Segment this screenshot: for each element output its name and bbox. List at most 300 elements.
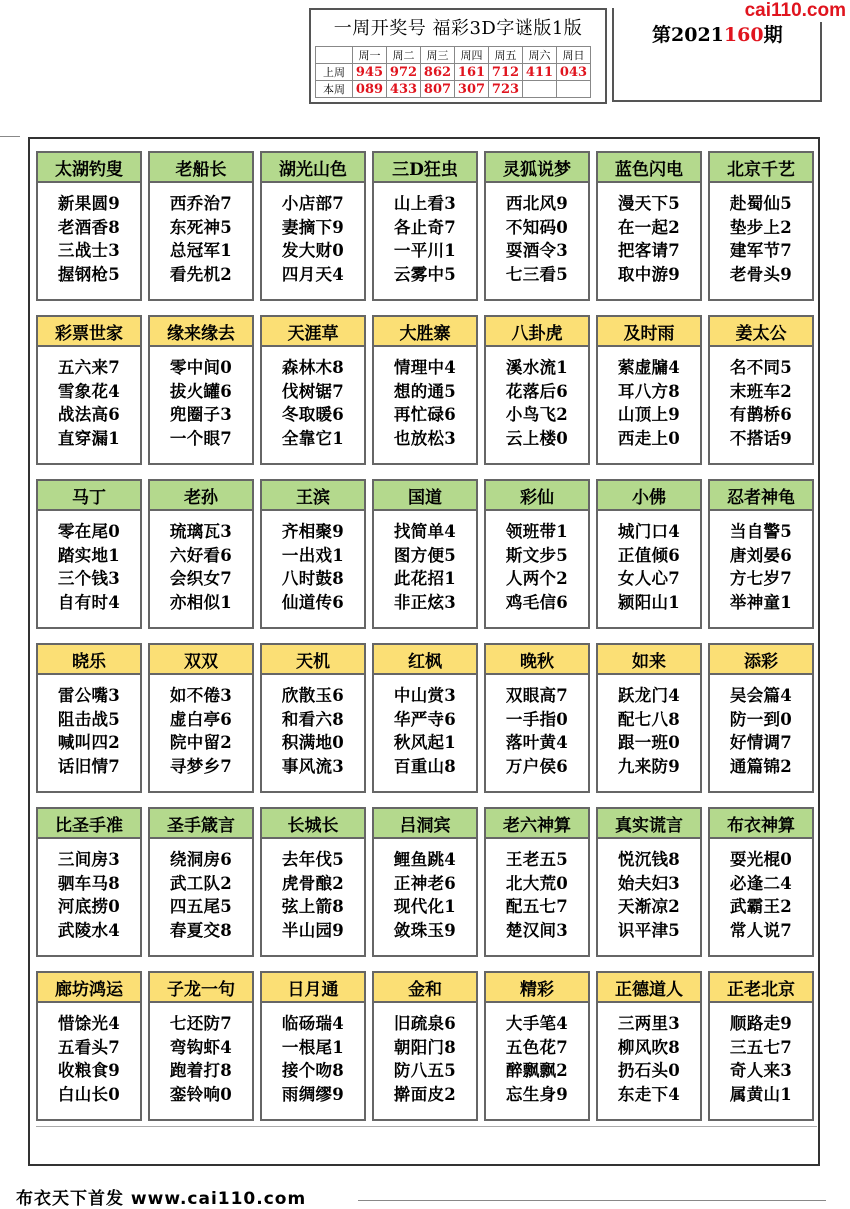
puzzle-author: 晚秋 (486, 645, 588, 675)
day-label: 周五 (489, 47, 523, 64)
puzzle-line: 雪象花4 (57, 381, 121, 401)
puzzle-line: 取中游9 (617, 264, 681, 284)
puzzle-author: 八卦虎 (486, 317, 588, 347)
puzzle-cell (596, 315, 702, 465)
puzzle-cell (596, 479, 702, 629)
puzzle-author: 马丁 (38, 481, 140, 511)
puzzle-line: 虎骨酿2 (281, 873, 345, 893)
day-label: 周二 (387, 47, 421, 64)
puzzle-line: 仙道传6 (281, 592, 345, 612)
puzzle-line: 再忙碌6 (393, 405, 457, 424)
puzzle-line: 万户侯6 (505, 756, 569, 776)
puzzle-author: 灵狐说梦 (486, 153, 588, 183)
puzzle-author: 布衣神算 (710, 809, 812, 839)
puzzle-line: 天渐凉2 (617, 897, 681, 916)
puzzle-lines (598, 675, 700, 778)
draw-number: 807 (421, 81, 455, 98)
puzzle-line: 漫天下5 (617, 194, 681, 213)
puzzle-lines (710, 1003, 812, 1106)
puzzle-line: 山上看3 (393, 194, 457, 213)
puzzle-cell (484, 479, 590, 629)
puzzle-author: 缘来缘去 (150, 317, 252, 347)
puzzle-line: 当自警5 (729, 522, 793, 541)
puzzle-line: 欣散玉6 (281, 686, 345, 705)
puzzle-line: 正神老6 (393, 873, 457, 893)
puzzle-line: 耍酒令3 (505, 241, 569, 260)
puzzle-line: 王老五5 (505, 850, 569, 869)
puzzle-lines (38, 1003, 140, 1106)
issue-prefix: 第2021 (652, 24, 724, 46)
puzzle-cell (148, 479, 254, 629)
puzzle-line: 四五尾5 (169, 897, 233, 916)
puzzle-lines (598, 347, 700, 450)
puzzle-line: 西北风9 (505, 194, 569, 213)
puzzle-line: 惜馀光4 (57, 1014, 121, 1033)
puzzle-author: 天机 (262, 645, 364, 675)
puzzle-line: 六好看6 (169, 545, 233, 565)
puzzle-line: 顺路走9 (729, 1014, 793, 1033)
puzzle-line: 武陵水4 (57, 920, 121, 940)
day-label: 周日 (557, 47, 591, 64)
puzzle-cell (708, 315, 814, 465)
puzzle-line: 琉璃瓦3 (169, 522, 233, 541)
puzzle-cell (260, 479, 366, 629)
puzzle-line: 五看头7 (57, 1037, 121, 1057)
puzzle-line: 跃龙门4 (617, 686, 681, 705)
puzzle-cell (596, 971, 702, 1121)
puzzle-cell (148, 643, 254, 793)
weekly-draw-table (315, 46, 591, 98)
puzzle-line: 驷车马8 (57, 873, 121, 893)
puzzle-cell (708, 479, 814, 629)
last-week-row (316, 64, 591, 81)
puzzle-line: 小鸟飞2 (505, 405, 569, 424)
puzzle-line: 三五七7 (729, 1037, 793, 1057)
puzzle-line: 七三看5 (505, 264, 569, 284)
puzzle-line: 七还防7 (169, 1014, 233, 1033)
puzzle-line: 唐刘晏6 (729, 545, 793, 565)
puzzle-line: 会织女7 (169, 569, 233, 588)
weekly-draw-box (309, 8, 607, 104)
puzzle-lines (262, 347, 364, 450)
empty-bottom-strip (36, 1126, 817, 1157)
puzzle-line: 也放松3 (393, 428, 457, 448)
puzzle-line: 大手笔4 (505, 1014, 569, 1033)
puzzle-author: 老船长 (150, 153, 252, 183)
puzzle-lines (150, 347, 252, 450)
puzzle-line: 配五七7 (505, 897, 569, 916)
divider (0, 136, 20, 137)
puzzle-cell (372, 479, 478, 629)
puzzle-lines (710, 839, 812, 942)
weekly-draw-title: 一周开奖号 福彩3D字谜版1版 (333, 18, 583, 39)
puzzle-author: 比圣手准 (38, 809, 140, 839)
puzzle-lines (150, 183, 252, 286)
puzzle-line: 山顶上9 (617, 405, 681, 424)
puzzle-author: 吕洞宾 (374, 809, 476, 839)
puzzle-line: 防一到0 (729, 709, 793, 729)
puzzle-lines (262, 1003, 364, 1106)
puzzle-author: 姜太公 (710, 317, 812, 347)
puzzle-author: 精彩 (486, 973, 588, 1003)
puzzle-line: 扔石头0 (617, 1061, 681, 1080)
puzzle-lines (598, 1003, 700, 1106)
puzzle-line: 鸡毛信6 (505, 592, 569, 612)
puzzle-line: 不知码0 (505, 217, 569, 237)
puzzle-author: 子龙一句 (150, 973, 252, 1003)
puzzle-line: 战法高6 (57, 405, 121, 424)
puzzle-line: 河底捞0 (57, 897, 121, 916)
puzzle-cell (36, 151, 142, 301)
puzzle-line: 兜圈子3 (169, 405, 233, 424)
puzzle-line: 半山园9 (281, 920, 345, 940)
puzzle-cell (36, 315, 142, 465)
puzzle-line: 院中留2 (169, 733, 233, 752)
puzzle-lines (150, 675, 252, 778)
puzzle-lines (710, 511, 812, 614)
puzzle-line: 喊叫四2 (57, 733, 121, 752)
puzzle-line: 踏实地1 (57, 545, 121, 565)
puzzle-cell (148, 315, 254, 465)
puzzle-line: 领班带1 (505, 522, 569, 541)
puzzle-line: 春夏交8 (169, 920, 233, 940)
puzzle-lines (262, 183, 364, 286)
puzzle-line: 亦相似1 (169, 592, 233, 612)
puzzle-line: 零中间0 (169, 358, 233, 377)
puzzle-line: 三两里3 (617, 1014, 681, 1033)
puzzle-cell (708, 807, 814, 957)
puzzle-line: 防八五5 (393, 1061, 457, 1080)
puzzle-author: 正德道人 (598, 973, 700, 1003)
puzzle-lines (374, 183, 476, 286)
puzzle-line: 识平津5 (617, 920, 681, 940)
puzzle-lines (150, 839, 252, 942)
puzzle-line: 鲤鱼跳4 (393, 850, 457, 869)
issue-number: 160 (723, 24, 764, 46)
puzzle-line: 西乔治7 (169, 194, 233, 213)
puzzle-lines (486, 511, 588, 614)
puzzle-line: 三战士3 (57, 241, 121, 260)
issue-label (652, 20, 783, 47)
issue-box (612, 8, 822, 102)
site-logo: cai110.com (730, 0, 850, 22)
puzzle-line: 配七八8 (617, 709, 681, 729)
puzzle-author: 金和 (374, 973, 476, 1003)
puzzle-cell (484, 643, 590, 793)
puzzle-lines (486, 183, 588, 286)
puzzle-line: 好情调7 (729, 733, 793, 752)
puzzle-line: 敛珠玉9 (393, 920, 457, 940)
puzzle-lines (262, 511, 364, 614)
puzzle-author: 三D狂虫 (374, 153, 476, 183)
puzzle-cell (36, 479, 142, 629)
puzzle-line: 一根尾1 (281, 1037, 345, 1057)
puzzle-line: 属黄山1 (729, 1084, 793, 1104)
puzzle-author: 北京千艺 (710, 153, 812, 183)
puzzle-line: 人两个2 (505, 569, 569, 588)
puzzle-lines (38, 839, 140, 942)
puzzle-line: 女人心7 (617, 569, 681, 588)
puzzle-line: 一出戏1 (281, 545, 345, 565)
puzzle-line: 各止奇7 (393, 217, 457, 237)
puzzle-line: 秋风起1 (393, 733, 457, 752)
puzzle-cell (484, 807, 590, 957)
puzzle-line: 楚汉间3 (505, 920, 569, 940)
puzzle-cell (372, 151, 478, 301)
puzzle-line: 名不同5 (729, 358, 793, 377)
puzzle-line: 三个钱3 (57, 569, 121, 588)
puzzle-cell (484, 971, 590, 1121)
puzzle-author: 湖光山色 (262, 153, 364, 183)
puzzle-line: 现代化1 (393, 897, 457, 916)
puzzle-lines (38, 183, 140, 286)
puzzle-lines (374, 511, 476, 614)
puzzle-line: 收粮食9 (57, 1061, 121, 1080)
puzzle-line: 积满地0 (281, 733, 345, 752)
puzzle-line: 非正炫3 (393, 592, 457, 612)
puzzle-author: 及时雨 (598, 317, 700, 347)
puzzle-lines (38, 347, 140, 450)
puzzle-author: 小佛 (598, 481, 700, 511)
puzzle-cell (708, 643, 814, 793)
puzzle-line: 去年伐5 (281, 850, 345, 869)
day-label: 周三 (421, 47, 455, 64)
puzzle-author: 双双 (150, 645, 252, 675)
puzzle-line: 拔火罐6 (169, 381, 233, 401)
puzzle-lines (374, 347, 476, 450)
puzzle-line: 武工队2 (169, 873, 233, 893)
puzzle-line: 一个眼7 (169, 428, 233, 448)
puzzle-line: 颍阳山1 (617, 592, 681, 612)
puzzle-line: 中山赏3 (393, 686, 457, 705)
footer-text: 布衣天下首发 www.cai110.com (16, 1189, 307, 1209)
puzzle-line: 朝阳门8 (393, 1037, 457, 1057)
puzzle-cell (260, 151, 366, 301)
day-label: 周四 (455, 47, 489, 64)
puzzle-author: 大胜寨 (374, 317, 476, 347)
puzzle-line: 吴会篇4 (729, 686, 793, 705)
puzzle-line: 握钢枪5 (57, 264, 121, 284)
puzzle-line: 事风流3 (281, 756, 345, 776)
puzzle-line: 华严寺6 (393, 709, 457, 729)
puzzle-line: 落叶黄4 (505, 733, 569, 752)
puzzle-cell (148, 971, 254, 1121)
draw-number (557, 81, 591, 98)
puzzle-cell (260, 807, 366, 957)
puzzle-line: 通篇锦2 (729, 756, 793, 776)
puzzle-line: 一平川1 (393, 241, 457, 260)
puzzle-lines (262, 675, 364, 778)
puzzle-lines (598, 839, 700, 942)
puzzle-line: 寻梦乡7 (169, 756, 233, 776)
puzzle-lines (374, 1003, 476, 1106)
puzzle-line: 奇人来3 (729, 1061, 793, 1080)
puzzle-lines (486, 347, 588, 450)
puzzle-lines (486, 675, 588, 778)
puzzle-line: 有鹊桥6 (729, 405, 793, 424)
puzzle-lines (38, 511, 140, 614)
puzzle-cell (596, 151, 702, 301)
puzzle-grid (36, 151, 817, 1121)
puzzle-line: 想的通5 (393, 381, 457, 401)
draw-number: 972 (387, 64, 421, 81)
issue-suffix: 期 (763, 24, 783, 46)
puzzle-line: 五色花7 (505, 1037, 569, 1057)
puzzle-line: 小店部7 (281, 194, 345, 213)
puzzle-author: 如来 (598, 645, 700, 675)
puzzle-cell (260, 643, 366, 793)
draw-number: 945 (353, 64, 387, 81)
puzzle-line: 伐树锯7 (281, 381, 345, 401)
puzzle-author: 王滨 (262, 481, 364, 511)
puzzle-line: 雨绸缪9 (281, 1084, 345, 1104)
puzzle-line: 情理中4 (393, 358, 457, 377)
day-header-row (316, 47, 591, 64)
puzzle-line: 话旧情7 (57, 756, 121, 776)
puzzle-line: 云上楼0 (505, 428, 569, 448)
row-label: 本周 (316, 81, 353, 98)
puzzle-line: 老酒香8 (57, 217, 121, 237)
puzzle-lines (150, 1003, 252, 1106)
puzzle-line: 九来防9 (617, 756, 681, 776)
puzzle-line: 旧疏泉6 (393, 1014, 457, 1033)
puzzle-lines (598, 183, 700, 286)
puzzle-cell (484, 315, 590, 465)
day-label: 周一 (353, 47, 387, 64)
puzzle-lines (262, 839, 364, 942)
puzzle-cell (260, 971, 366, 1121)
puzzle-line: 醉飘飘2 (505, 1061, 569, 1080)
puzzle-line: 直穿漏1 (57, 428, 121, 448)
puzzle-line: 自有时4 (57, 592, 121, 612)
puzzle-line: 弦上箭8 (281, 897, 345, 916)
puzzle-cell (708, 971, 814, 1121)
puzzle-author: 蓝色闪电 (598, 153, 700, 183)
puzzle-line: 和看六8 (281, 709, 345, 729)
draw-number: 043 (557, 64, 591, 81)
puzzle-author: 长城长 (262, 809, 364, 839)
puzzle-line: 森林木8 (281, 358, 345, 377)
puzzle-line: 五六来7 (57, 358, 121, 377)
puzzle-line: 冬取暖6 (281, 405, 345, 424)
puzzle-line: 虚白亭6 (169, 709, 233, 729)
puzzle-line: 三间房3 (57, 850, 121, 869)
draw-number: 161 (455, 64, 489, 81)
puzzle-cell (372, 807, 478, 957)
puzzle-line: 找简单4 (393, 522, 457, 541)
puzzle-line: 双眼高7 (505, 686, 569, 705)
puzzle-line: 发大财0 (281, 241, 345, 260)
puzzle-lines (710, 675, 812, 778)
puzzle-line: 不搭话9 (729, 428, 793, 448)
puzzle-author: 红枫 (374, 645, 476, 675)
puzzle-line: 正值倾6 (617, 545, 681, 565)
puzzle-line: 垫步上2 (729, 217, 793, 237)
puzzle-cell (708, 151, 814, 301)
puzzle-cell (148, 807, 254, 957)
puzzle-line: 把客请7 (617, 241, 681, 260)
puzzle-lines (374, 839, 476, 942)
puzzle-line: 东走下4 (617, 1084, 681, 1104)
puzzle-line: 在一起2 (617, 217, 681, 237)
puzzle-author: 彩票世家 (38, 317, 140, 347)
puzzle-line: 云雾中5 (393, 264, 457, 284)
puzzle-line: 始夫妇3 (617, 873, 681, 893)
puzzle-line: 如不倦3 (169, 686, 233, 705)
footer-divider (358, 1200, 826, 1201)
puzzle-line: 跟一班0 (617, 733, 681, 752)
puzzle-author: 彩仙 (486, 481, 588, 511)
puzzle-author: 日月通 (262, 973, 364, 1003)
draw-number: 862 (421, 64, 455, 81)
puzzle-line: 零在尾0 (57, 522, 121, 541)
puzzle-line: 总冠军1 (169, 241, 233, 260)
puzzle-line: 花落后6 (505, 381, 569, 401)
puzzle-line: 一手指0 (505, 709, 569, 729)
puzzle-line: 忘生身9 (505, 1084, 569, 1104)
puzzle-author: 天涯草 (262, 317, 364, 347)
puzzle-author: 忍者神龟 (710, 481, 812, 511)
puzzle-cell (260, 315, 366, 465)
puzzle-line: 弯钩虾4 (169, 1037, 233, 1057)
puzzle-line: 末班车2 (729, 381, 793, 401)
puzzle-author: 晓乐 (38, 645, 140, 675)
puzzle-line: 必逢二4 (729, 873, 793, 893)
draw-number (523, 81, 557, 98)
draw-number: 433 (387, 81, 421, 98)
puzzle-author: 真实谎言 (598, 809, 700, 839)
puzzle-line: 跑着打8 (169, 1061, 233, 1080)
draw-number: 712 (489, 64, 523, 81)
puzzle-cell (36, 807, 142, 957)
puzzle-cell (372, 643, 478, 793)
puzzle-author: 圣手箴言 (150, 809, 252, 839)
puzzle-line: 建军节7 (729, 241, 793, 260)
puzzle-author: 老孙 (150, 481, 252, 511)
puzzle-line: 老骨头9 (729, 264, 793, 284)
puzzle-line: 此花招1 (393, 569, 457, 588)
puzzle-line: 妻摘下9 (281, 217, 345, 237)
puzzle-cell (596, 807, 702, 957)
puzzle-line: 八时鼓8 (281, 569, 345, 588)
puzzle-line: 耳八方8 (617, 381, 681, 401)
puzzle-lines (486, 839, 588, 942)
puzzle-line: 四月天4 (281, 264, 345, 284)
puzzle-cell (372, 971, 478, 1121)
puzzle-line: 东死神5 (169, 217, 233, 237)
puzzle-lines (38, 675, 140, 778)
puzzle-line: 擀面皮2 (393, 1084, 457, 1104)
row-label: 上周 (316, 64, 353, 81)
puzzle-cell (372, 315, 478, 465)
puzzle-line: 溪水流1 (505, 358, 569, 377)
puzzle-line: 斯文步5 (505, 545, 569, 565)
draw-number: 723 (489, 81, 523, 98)
draw-number: 089 (353, 81, 387, 98)
draw-number: 307 (455, 81, 489, 98)
puzzle-line: 北大荒0 (505, 873, 569, 893)
puzzle-author: 正老北京 (710, 973, 812, 1003)
puzzle-line: 看先机2 (169, 264, 233, 284)
puzzle-line: 悦沉钱8 (617, 850, 681, 869)
puzzle-line: 耍光棍0 (729, 850, 793, 869)
puzzle-line: 白山长0 (57, 1084, 121, 1104)
puzzle-line: 武霸王2 (729, 897, 793, 916)
puzzle-line: 阻击战5 (57, 709, 121, 729)
puzzle-author: 添彩 (710, 645, 812, 675)
puzzle-lines (710, 183, 812, 286)
puzzle-line: 西走上0 (617, 428, 681, 448)
